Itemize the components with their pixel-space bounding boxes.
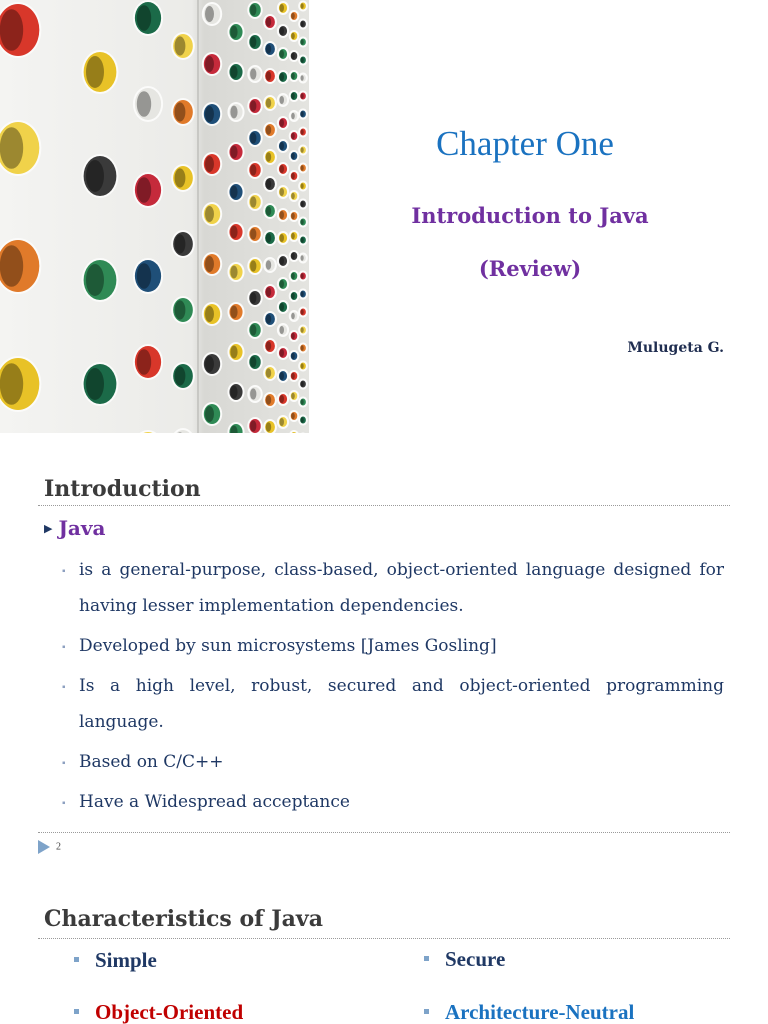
hole-shadow — [280, 395, 285, 403]
hole-shadow — [175, 300, 186, 319]
hole-shadow — [137, 177, 151, 203]
hole-shadow — [230, 266, 237, 279]
hole-shadow — [137, 5, 151, 31]
slide-page-number — [38, 840, 61, 854]
hole-shadow — [266, 125, 271, 135]
hole-shadow — [301, 111, 304, 117]
hole-shadow — [301, 165, 304, 171]
topic-label: Java — [58, 516, 106, 540]
hole-shadow — [266, 71, 271, 81]
hole-shadow — [280, 188, 285, 196]
hole-shadow — [175, 168, 186, 187]
hole-shadow — [205, 156, 214, 172]
hole-shadow — [301, 399, 304, 405]
hole-shadow — [291, 173, 295, 179]
hole-shadow — [280, 280, 285, 288]
bullet-icon: ▪ — [62, 798, 66, 809]
slide-heading: Characteristics of Java — [44, 906, 323, 932]
hole-shadow — [205, 6, 214, 22]
hole-shadow — [250, 68, 256, 79]
list-item: is a general-purpose, class-based, object-oriented language designed for having lesser implementation dependencies. — [79, 560, 724, 616]
hole-shadow — [230, 186, 237, 199]
hole-shadow — [175, 36, 186, 55]
hole-shadow — [230, 386, 237, 399]
hole-shadow — [250, 36, 256, 47]
slide-title: Chapter One — [436, 124, 614, 163]
play-arrow-icon — [38, 840, 50, 854]
hole-shadow — [175, 102, 186, 121]
hole-shadow — [291, 53, 295, 59]
hole-shadow — [280, 303, 285, 311]
author-name: Mulugeta G. — [627, 340, 724, 356]
hole-shadow — [291, 153, 295, 159]
hole-shadow — [280, 326, 285, 334]
hole-shadow — [266, 368, 271, 378]
bullet-icon — [74, 1009, 79, 1014]
hole-shadow — [205, 106, 214, 122]
hole-shadow — [230, 106, 237, 119]
hole-shadow — [266, 422, 271, 432]
hole-shadow — [0, 127, 23, 169]
hole-shadow — [301, 417, 304, 423]
hole-shadow — [291, 73, 295, 79]
hole-shadow — [291, 373, 295, 379]
hole-shadow — [291, 213, 295, 219]
hole-shadow — [266, 17, 271, 27]
hole-shadow — [301, 381, 304, 387]
topic-bullet — [44, 516, 105, 540]
heading-divider — [38, 505, 730, 506]
hole-shadow — [230, 26, 237, 39]
title-slide — [0, 0, 768, 434]
bullet-icon: ▪ — [62, 642, 66, 653]
hole-shadow — [266, 206, 271, 216]
hole-shadow — [301, 255, 304, 261]
hole-shadow — [230, 66, 237, 79]
hole-shadow — [291, 113, 295, 119]
hole-shadow — [291, 273, 295, 279]
hole-shadow — [86, 264, 104, 296]
characteristic-item: Secure — [445, 947, 506, 971]
hole-shadow — [137, 349, 151, 375]
hole-shadow — [301, 291, 304, 297]
footer-divider — [38, 832, 730, 833]
hole-shadow — [280, 119, 285, 127]
hole-shadow — [301, 201, 304, 207]
hole-shadow — [250, 324, 256, 335]
hole-shadow — [175, 366, 186, 385]
hole-shadow — [280, 27, 285, 35]
hole-shadow — [280, 349, 285, 357]
hole-shadow — [266, 260, 271, 270]
hole-shadow — [266, 98, 271, 108]
hole-shadow — [86, 160, 104, 192]
hole-shadow — [0, 245, 23, 287]
hole-shadow — [250, 260, 256, 271]
hole-shadow — [280, 50, 285, 58]
hole-shadow — [137, 91, 151, 117]
bullet-icon: ▪ — [62, 566, 66, 577]
introduction-slide — [0, 434, 768, 874]
hole-shadow — [266, 152, 271, 162]
characteristic-item: Object-Oriented — [95, 1000, 244, 1024]
hole-shadow — [291, 393, 295, 399]
hole-shadow — [250, 4, 256, 15]
hole-shadow — [291, 13, 295, 19]
hole-shadow — [291, 93, 295, 99]
hole-shadow — [230, 226, 237, 239]
hole-shadow — [301, 39, 304, 45]
heading-divider — [38, 938, 730, 939]
hole-shadow — [137, 263, 151, 289]
hole-shadow — [301, 57, 304, 63]
hole-shadow — [250, 292, 256, 303]
hole-shadow — [250, 228, 256, 239]
hole-shadow — [0, 9, 23, 51]
bullet-icon — [424, 956, 429, 961]
characteristic-item: Architecture-Neutral — [445, 1000, 635, 1024]
hole-shadow — [250, 132, 256, 143]
hole-shadow — [266, 44, 271, 54]
hole-shadow — [301, 327, 304, 333]
hole-shadow — [230, 346, 237, 359]
bullet-icon — [424, 1009, 429, 1014]
hole-shadow — [291, 253, 295, 259]
hole-shadow — [250, 164, 256, 175]
hole-shadow — [230, 146, 237, 159]
hole-shadow — [280, 4, 285, 12]
hole-shadow — [301, 237, 304, 243]
hole-shadow — [301, 3, 304, 9]
hole-shadow — [266, 233, 271, 243]
hole-shadow — [301, 345, 304, 351]
hole-shadow — [301, 219, 304, 225]
hole-shadow — [205, 306, 214, 322]
hole-shadow — [280, 73, 285, 81]
hole-shadow — [301, 75, 304, 81]
hole-shadow — [266, 287, 271, 297]
page-number-label: 2 — [56, 841, 61, 853]
bullet-icon: ▪ — [62, 758, 66, 769]
hole-shadow — [280, 211, 285, 219]
list-item: Based on C/C++ — [79, 752, 224, 772]
hole-shadow — [266, 341, 271, 351]
list-item: Have a Widespread acceptance — [79, 792, 350, 812]
hole-shadow — [266, 314, 271, 324]
characteristics-slide — [0, 874, 768, 1024]
hole-shadow — [205, 256, 214, 272]
hole-shadow — [301, 93, 304, 99]
hole-shadow — [250, 100, 256, 111]
hole-shadow — [280, 372, 285, 380]
hole-shadow — [291, 133, 295, 139]
hole-shadow — [280, 418, 285, 426]
hole-shadow — [291, 333, 295, 339]
hole-shadow — [280, 96, 285, 104]
hole-shadow — [280, 142, 285, 150]
hole-shadow — [301, 273, 304, 279]
hole-shadow — [291, 33, 295, 39]
hole-shadow — [291, 353, 295, 359]
hole-shadow — [86, 368, 104, 400]
hole-shadow — [86, 56, 104, 88]
hole-shadow — [205, 406, 214, 422]
hole-shadow — [280, 257, 285, 265]
hole-shadow — [301, 309, 304, 315]
hole-shadow — [205, 206, 214, 222]
hole-shadow — [291, 313, 295, 319]
hole-shadow — [175, 234, 186, 253]
hole-shadow — [205, 356, 214, 372]
bullet-icon — [74, 957, 79, 962]
hole-shadow — [291, 193, 295, 199]
slide-heading: Introduction — [44, 476, 201, 502]
hole-shadow — [266, 179, 271, 189]
hole-shadow — [250, 196, 256, 207]
hole-shadow — [301, 129, 304, 135]
hole-shadow — [230, 306, 237, 319]
hole-shadow — [250, 420, 256, 431]
hole-shadow — [301, 147, 304, 153]
hole-shadow — [0, 363, 23, 405]
hole-shadow — [250, 356, 256, 367]
triangle-bullet-icon: ▶ — [44, 522, 53, 535]
slide-subtitle-review: (Review) — [478, 256, 582, 281]
hole-shadow — [291, 413, 295, 419]
hole-shadow — [205, 56, 214, 72]
hole-shadow — [291, 233, 295, 239]
characteristic-item: Simple — [95, 948, 157, 972]
hole-shadow — [301, 21, 304, 27]
hole-shadow — [250, 388, 256, 399]
colorful-perforated-wall-image — [0, 0, 309, 433]
hole-shadow — [291, 293, 295, 299]
bullet-icon: ▪ — [62, 682, 66, 693]
list-item: Developed by sun microsystems [James Gosling] — [79, 636, 497, 656]
hole-shadow — [301, 363, 304, 369]
list-item: Is a high level, robust, secured and object-oriented programming language. — [79, 676, 724, 732]
slide-subtitle: Introduction to Java — [411, 203, 649, 228]
hole-shadow — [266, 395, 271, 405]
hole-shadow — [280, 165, 285, 173]
hole-shadow — [280, 234, 285, 242]
hole-shadow — [301, 183, 304, 189]
